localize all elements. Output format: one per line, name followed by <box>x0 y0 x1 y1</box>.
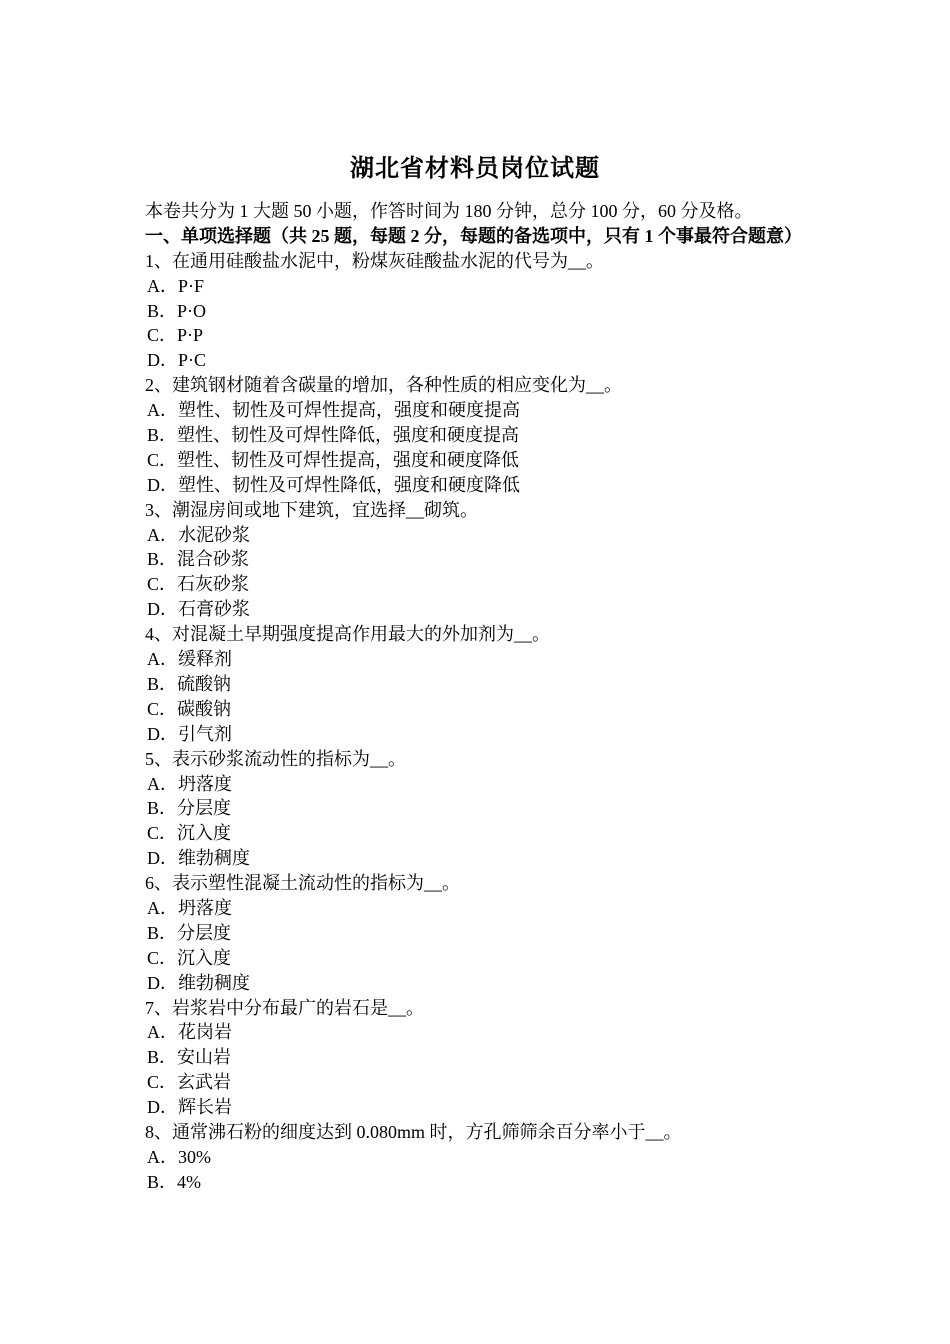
option-b: B．混合砂浆 <box>147 549 250 570</box>
exam-intro: 本卷共分为 1 大题 50 小题，作答时间为 180 分钟，总分 100 分，60 分及格。 <box>145 201 753 221</box>
question-6 <box>145 871 815 995</box>
option-b: B．硫酸钠 <box>147 673 232 694</box>
section-heading: 一、单项选择题（共 25 题，每题 2 分，每题的备选项中，只有 1 个事最符合题意） <box>145 225 802 246</box>
question-stem: 7、岩浆岩中分布最广的岩石是__。 <box>145 997 424 1018</box>
option-a: A．坍落度 <box>147 773 232 794</box>
option-c: C．沉入度 <box>147 947 232 968</box>
option-d: D．塑性、韧性及可焊性降低，强度和硬度降低 <box>147 474 520 495</box>
option-d: D．P·C <box>147 350 207 371</box>
question-5 <box>145 747 815 871</box>
question-stem: 8、通常沸石粉的细度达到 0.080mm 时，方孔筛筛余百分率小于__。 <box>145 1121 682 1142</box>
option-c: C．P·P <box>147 325 204 346</box>
option-c: C．碳酸钠 <box>147 698 232 719</box>
option-d: D．维勃稠度 <box>147 972 250 993</box>
option-a: A．P·F <box>147 275 205 296</box>
option-c: C．塑性、韧性及可焊性提高，强度和硬度降低 <box>147 449 520 470</box>
question-3 <box>145 498 815 622</box>
document-title: 湖北省材料员岗位试题 <box>350 156 600 182</box>
option-d: D．引气剂 <box>147 723 232 744</box>
option-a: A．坍落度 <box>147 897 232 918</box>
option-a: A．30% <box>147 1146 211 1167</box>
option-a: A．花岗岩 <box>147 1022 232 1043</box>
option-a: A．水泥砂浆 <box>147 524 250 545</box>
question-stem: 5、表示砂浆流动性的指标为__。 <box>145 748 406 769</box>
option-b: B．塑性、韧性及可焊性降低，强度和硬度提高 <box>147 425 520 446</box>
question-stem: 4、对混凝土早期强度提高作用最大的外加剂为__。 <box>145 624 550 645</box>
question-stem: 3、潮湿房间或地下建筑，宜选择__砌筑。 <box>145 499 478 520</box>
document-body <box>145 199 815 1195</box>
option-c: C．石灰砂浆 <box>147 574 250 595</box>
option-a: A．塑性、韧性及可焊性提高，强度和硬度提高 <box>147 400 520 421</box>
question-8 <box>145 1120 815 1195</box>
option-c: C．玄武岩 <box>147 1072 232 1093</box>
question-stem: 1、在通用硅酸盐水泥中，粉煤灰硅酸盐水泥的代号为__。 <box>145 250 604 271</box>
question-4 <box>145 622 815 746</box>
option-d: D．石膏砂浆 <box>147 599 250 620</box>
question-stem: 2、建筑钢材随着含碳量的增加，各种性质的相应变化为__。 <box>145 375 622 396</box>
question-7 <box>145 996 815 1120</box>
option-b: B．4% <box>147 1171 201 1192</box>
option-b: B．分层度 <box>147 798 232 819</box>
option-c: C．沉入度 <box>147 823 232 844</box>
question-1 <box>145 249 815 373</box>
question-stem: 6、表示塑性混凝土流动性的指标为__。 <box>145 873 460 894</box>
option-d: D．维勃稠度 <box>147 848 250 869</box>
option-b: B．P·O <box>147 300 207 321</box>
option-a: A．缓释剂 <box>147 649 232 670</box>
question-2 <box>145 373 815 497</box>
option-b: B．安山岩 <box>147 1047 232 1068</box>
option-d: D．辉长岩 <box>147 1097 232 1118</box>
option-b: B．分层度 <box>147 922 232 943</box>
